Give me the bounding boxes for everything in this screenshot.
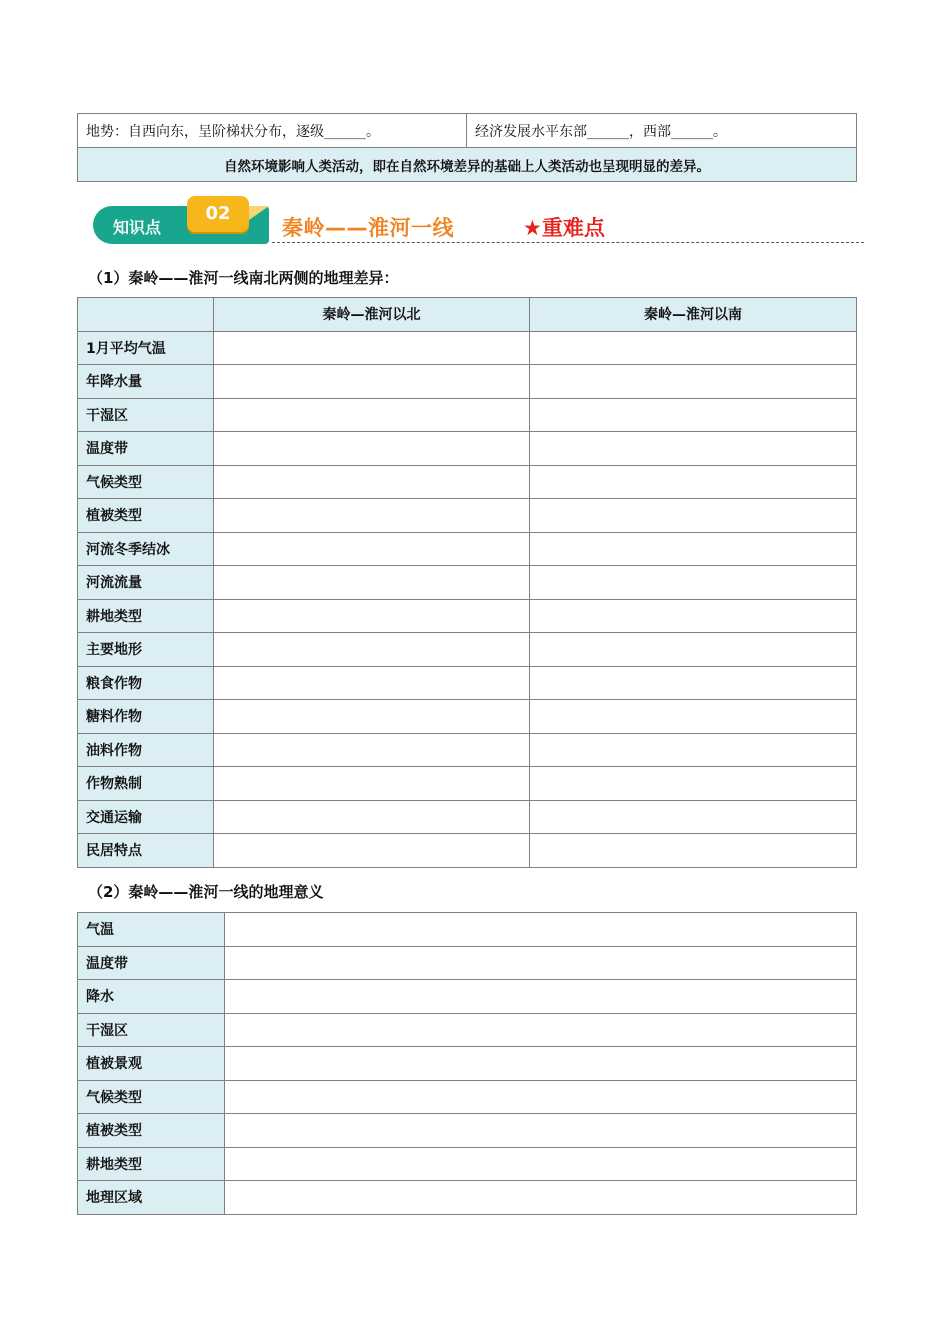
summary-cell: 自然环境影响人类活动，即在自然环境差异的基础上人类活动也呈现明显的差异。 — [78, 148, 857, 182]
table-row — [78, 1114, 857, 1148]
table-row — [78, 331, 857, 365]
answer-cell-north[interactable] — [214, 365, 530, 399]
table-row — [78, 666, 857, 700]
row-label: 干湿区 — [78, 1013, 225, 1047]
answer-cell-south[interactable] — [530, 834, 857, 868]
row-label: 河流流量 — [78, 566, 214, 600]
table-row — [78, 599, 857, 633]
comparison-header-cell: 秦岭—淮河以北 — [214, 298, 530, 332]
table-row — [78, 633, 857, 667]
row-label: 主要地形 — [78, 633, 214, 667]
answer-cell-north[interactable] — [214, 465, 530, 499]
answer-cell-north[interactable] — [214, 700, 530, 734]
answer-cell-north[interactable] — [214, 599, 530, 633]
answer-cell[interactable] — [225, 1181, 857, 1215]
table-row — [78, 566, 857, 600]
row-label: 气温 — [78, 913, 225, 947]
row-label: 降水 — [78, 980, 225, 1014]
row-label: 作物熟制 — [78, 767, 214, 801]
answer-cell-south[interactable] — [530, 800, 857, 834]
row-label: 地理区域 — [78, 1181, 225, 1215]
badge-number: 02 — [187, 196, 249, 232]
answer-cell[interactable] — [225, 1047, 857, 1081]
table-row — [78, 532, 857, 566]
answer-cell-north[interactable] — [214, 733, 530, 767]
row-label: 气候类型 — [78, 1080, 225, 1114]
answer-cell[interactable] — [225, 1013, 857, 1047]
row-label: 植被类型 — [78, 499, 214, 533]
answer-cell-south[interactable] — [530, 365, 857, 399]
answer-cell-south[interactable] — [530, 465, 857, 499]
answer-cell[interactable] — [225, 1114, 857, 1148]
row-label: 粮食作物 — [78, 666, 214, 700]
badge-label: 知识点 — [113, 218, 162, 237]
answer-cell-south[interactable] — [530, 432, 857, 466]
table-row — [78, 432, 857, 466]
table-row — [78, 1181, 857, 1215]
answer-cell[interactable] — [225, 980, 857, 1014]
comparison-header-cell: 秦岭—淮河以南 — [530, 298, 857, 332]
row-label: 植被景观 — [78, 1047, 225, 1081]
answer-cell-north[interactable] — [214, 834, 530, 868]
row-label: 温度带 — [78, 432, 214, 466]
comparison-header-row — [78, 298, 857, 332]
key-difficulty-mark: ★重难点 — [523, 216, 605, 240]
answer-cell-south[interactable] — [530, 499, 857, 533]
answer-cell-south[interactable] — [530, 733, 857, 767]
table-row — [78, 700, 857, 734]
answer-cell-north[interactable] — [214, 432, 530, 466]
row-label: 年降水量 — [78, 365, 214, 399]
table-row — [78, 767, 857, 801]
answer-cell-south[interactable] — [530, 566, 857, 600]
answer-cell-north[interactable] — [214, 633, 530, 667]
table-row — [78, 1047, 857, 1081]
knowledge-point-badge — [93, 202, 269, 244]
answer-cell-south[interactable] — [530, 767, 857, 801]
answer-cell[interactable] — [225, 1080, 857, 1114]
answer-cell-south[interactable] — [530, 532, 857, 566]
table-row — [78, 465, 857, 499]
answer-cell-north[interactable] — [214, 800, 530, 834]
table-row — [78, 1080, 857, 1114]
table-row — [78, 980, 857, 1014]
row-label: 气候类型 — [78, 465, 214, 499]
answer-cell[interactable] — [225, 913, 857, 947]
row-label: 河流冬季结冰 — [78, 532, 214, 566]
title-dashed-divider — [272, 242, 864, 243]
answer-cell-north[interactable] — [214, 532, 530, 566]
answer-cell-south[interactable] — [530, 666, 857, 700]
subheading-differences: （1）秦岭——淮河一线南北两侧的地理差异： — [88, 269, 399, 287]
comparison-header-cell — [78, 298, 214, 332]
row-label: 糖料作物 — [78, 700, 214, 734]
subheading-significance: （2）秦岭——淮河一线的地理意义 — [88, 883, 324, 901]
answer-cell-south[interactable] — [530, 331, 857, 365]
table-row — [78, 733, 857, 767]
row-label: 1月平均气温 — [78, 331, 214, 365]
top-summary-table — [77, 113, 857, 182]
comparison-table — [77, 297, 857, 868]
row-label: 干湿区 — [78, 398, 214, 432]
row-label: 耕地类型 — [78, 599, 214, 633]
row-label: 交通运输 — [78, 800, 214, 834]
table-row — [78, 834, 857, 868]
answer-cell-north[interactable] — [214, 767, 530, 801]
answer-cell-north[interactable] — [214, 566, 530, 600]
answer-cell-north[interactable] — [214, 398, 530, 432]
row-label: 民居特点 — [78, 834, 214, 868]
answer-cell-south[interactable] — [530, 700, 857, 734]
answer-cell-north[interactable] — [214, 331, 530, 365]
answer-cell[interactable] — [225, 1147, 857, 1181]
table-row — [78, 913, 857, 947]
table-row — [78, 398, 857, 432]
table-row — [78, 1147, 857, 1181]
answer-cell-north[interactable] — [214, 666, 530, 700]
row-label: 耕地类型 — [78, 1147, 225, 1181]
answer-cell-south[interactable] — [530, 599, 857, 633]
table-row — [78, 946, 857, 980]
row-label: 植被类型 — [78, 1114, 225, 1148]
row-label: 温度带 — [78, 946, 225, 980]
table-row — [78, 800, 857, 834]
badge-tail — [249, 206, 269, 220]
row-label: 油料作物 — [78, 733, 214, 767]
answer-cell[interactable] — [225, 946, 857, 980]
significance-table — [77, 912, 857, 1215]
answer-cell-north[interactable] — [214, 499, 530, 533]
economy-cell: 经济发展水平东部______，西部______。 — [467, 114, 857, 148]
section-title: 秦岭——淮河一线 — [282, 216, 454, 240]
answer-cell-south[interactable] — [530, 398, 857, 432]
table-row — [78, 365, 857, 399]
answer-cell-south[interactable] — [530, 633, 857, 667]
table-row — [78, 499, 857, 533]
terrain-cell: 地势：自西向东，呈阶梯状分布，逐级______。 — [78, 114, 467, 148]
table-row — [78, 1013, 857, 1047]
